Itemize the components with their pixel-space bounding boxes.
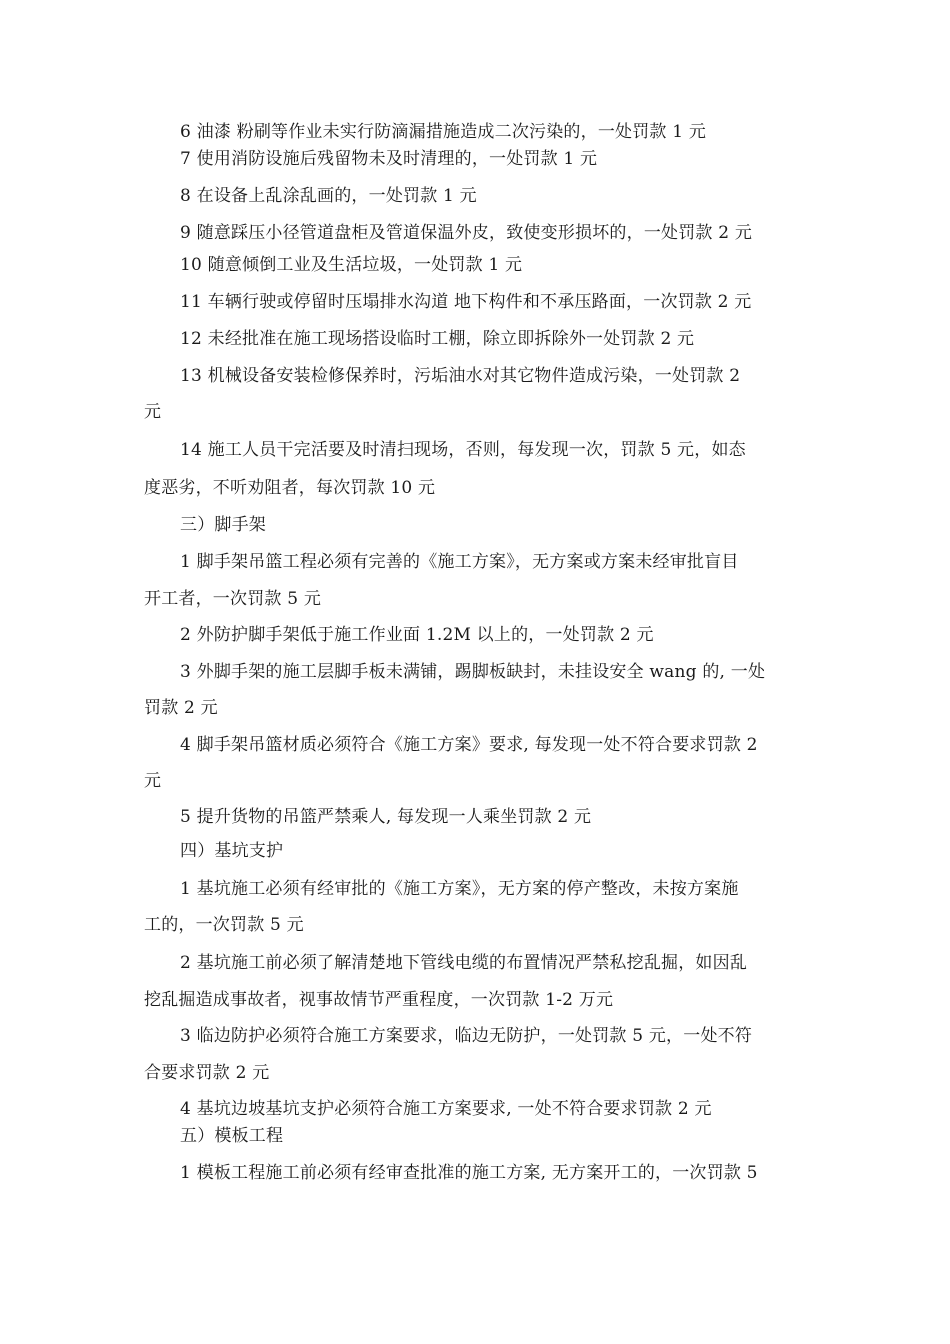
scaffold-rule-4-line-1: 4 脚手架吊篮材质必须符合《施工方案》要求, 每发现一处不符合要求罚款 2 xyxy=(180,735,758,755)
pit-rule-1-line-1: 1 基坑施工必须有经审批的《施工方案》，无方案的停产整改，未按方案施 xyxy=(180,879,739,899)
rule-14-line-2: 度恶劣，不听劝阻者，每次罚款 10 元 xyxy=(144,478,436,498)
scaffold-rule-4-line-2: 元 xyxy=(144,771,162,791)
rule-14-line-1: 14 施工人员干完活要及时清扫现场，否则，每发现一次，罚款 5 元，如态 xyxy=(180,440,746,460)
scaffold-rule-3-line-1: 3 外脚手架的施工层脚手板未满铺，踢脚板缺封，未挂设安全 wang 的, 一处 xyxy=(180,662,766,682)
rule-12: 12 未经批准在施工现场搭设临时工棚，除立即拆除外一处罚款 2 元 xyxy=(180,329,695,349)
rule-13-line-1: 13 机械设备安装检修保养时，污垢油水对其它物件造成污染，一处罚款 2 xyxy=(180,366,741,386)
rule-9: 9 随意踩压小径管道盘柜及管道保温外皮，致使变形损坏的，一处罚款 2 元 xyxy=(180,223,753,243)
scaffold-rule-3-line-2: 罚款 2 元 xyxy=(144,698,218,718)
pit-rule-4: 4 基坑边坡基坑支护必须符合施工方案要求, 一处不符合要求罚款 2 元 xyxy=(180,1099,712,1119)
pit-rule-3-line-2: 合要求罚款 2 元 xyxy=(144,1063,270,1083)
scaffold-rule-5: 5 提升货物的吊篮严禁乘人, 每发现一人乘坐罚款 2 元 xyxy=(180,807,592,827)
section-heading-scaffolding: 三）脚手架 xyxy=(180,515,266,535)
formwork-rule-1: 1 模板工程施工前必须有经审查批准的施工方案, 无方案开工的，一次罚款 5 xyxy=(180,1163,758,1183)
section-heading-formwork: 五）模板工程 xyxy=(180,1126,284,1146)
scaffold-rule-2: 2 外防护脚手架低于施工作业面 1.2M 以上的，一处罚款 2 元 xyxy=(180,625,654,645)
scaffold-rule-1-line-1: 1 脚手架吊篮工程必须有完善的《施工方案》，无方案或方案未经审批盲目 xyxy=(180,552,739,572)
rule-13-line-2: 元 xyxy=(144,402,162,422)
pit-rule-1-line-2: 工的，一次罚款 5 元 xyxy=(144,915,304,935)
pit-rule-2-line-2: 挖乱掘造成事故者，视事故情节严重程度，一次罚款 1-2 万元 xyxy=(144,990,614,1010)
rule-6: 6 油漆 粉刷等作业未实行防滴漏措施造成二次污染的，一处罚款 1 元 xyxy=(180,122,707,142)
rule-10: 10 随意倾倒工业及生活垃圾，一处罚款 1 元 xyxy=(180,255,523,275)
pit-rule-2-line-1: 2 基坑施工前必须了解清楚地下管线电缆的布置情况严禁私挖乱掘，如因乱 xyxy=(180,953,748,973)
pit-rule-3-line-1: 3 临边防护必须符合施工方案要求，临边无防护，一处罚款 5 元，一处不符 xyxy=(180,1026,753,1046)
scaffold-rule-1-line-2: 开工者，一次罚款 5 元 xyxy=(144,589,322,609)
rule-7: 7 使用消防设施后残留物未及时清理的，一处罚款 1 元 xyxy=(180,149,598,169)
section-heading-pit-support: 四）基坑支护 xyxy=(180,841,284,861)
rule-11: 11 车辆行驶或停留时压塌排水沟道 地下构件和不承压路面，一次罚款 2 元 xyxy=(180,292,752,312)
rule-8: 8 在设备上乱涂乱画的，一处罚款 1 元 xyxy=(180,186,477,206)
